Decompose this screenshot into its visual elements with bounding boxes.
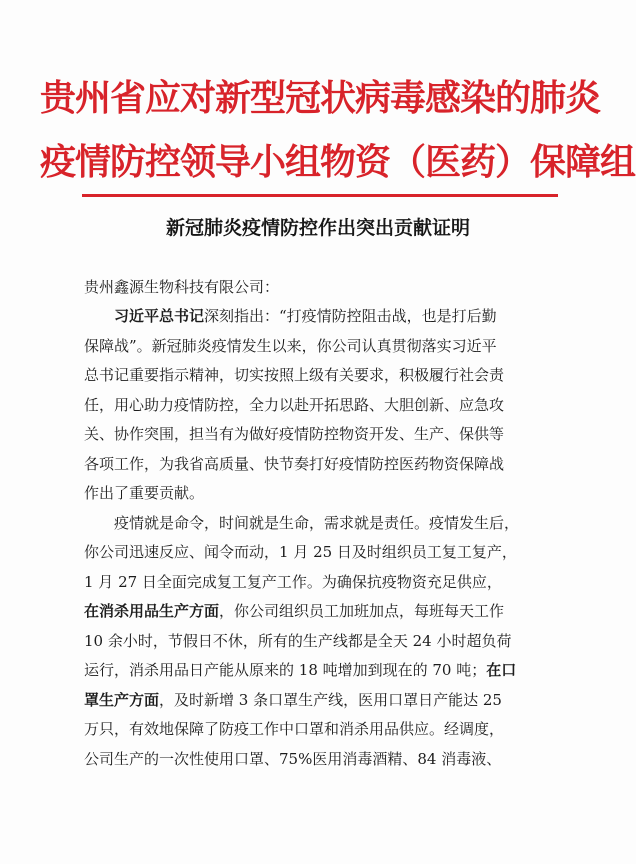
text-run: ，你公司组织员工加班加点，每班每天工作 <box>219 602 505 620</box>
header-divider <box>82 194 558 197</box>
bold-phrase: 在消杀用品生产方面 <box>84 602 220 620</box>
paragraph1-line <box>84 302 554 332</box>
bold-phrase: 罩生产方面 <box>84 690 160 709</box>
salutation: 贵州鑫源生物科技有限公司： <box>84 278 280 296</box>
bold-phrase: 习近平总书记 <box>114 307 205 325</box>
header-title-line2: 疫情防控领导小组物资（医药）保障组 <box>40 141 636 183</box>
paragraph2-line <box>84 656 554 686</box>
paragraph1-line: 总书记重要指示精神，切实按照上级有关要求，积极履行社会责 <box>84 366 505 384</box>
header-title-line1: 贵州省应对新型冠状病毒感染的肺炎 <box>40 77 601 119</box>
paragraph2-line: 疫情就是命令，时间就是生命，需求就是责任。疫情发生后， <box>114 513 520 532</box>
text-run: ，及时新增 3 条口罩生产线，医用口罩日产能达 25 <box>159 690 502 709</box>
paragraph2-line: 公司生产的一次性使用口罩、75%医用消毒酒精、84 消毒液、 <box>84 749 502 768</box>
bold-phrase: 在口 <box>486 661 517 679</box>
document-title: 新冠肺炎疫情防控作出突出贡献证明 <box>165 217 470 239</box>
paragraph2-line: 10 余小时，节假日不休，所有的生产线都是全天 24 小时超负荷 <box>84 631 512 650</box>
paragraph2-line: 1 月 27 日全面完成复工复产工作。为确保抗疫物资充足供应， <box>84 572 502 591</box>
paragraph2-line <box>84 597 554 627</box>
paragraph2-line: 万只，有效地保障了防疫工作中口罩和消杀用品供应。经调度， <box>84 720 505 738</box>
text-run: 深刻指出：“打疫情防控阻击战，也是打后勤 <box>204 307 497 325</box>
paragraph2-line <box>84 686 554 716</box>
document-body <box>84 302 554 774</box>
text-run: 运行，消杀用品日产能从原来的 18 吨增加到现在的 70 吨； <box>84 661 487 679</box>
paragraph1-line: 保障战”。新冠肺炎疫情发生以来，你公司认真贯彻落实习近平 <box>84 336 497 355</box>
paragraph2-line: 你公司迅速反应、闻令而动，1 月 25 日及时组织员工复工复产， <box>84 543 517 561</box>
paragraph1-line: 作出了重要贡献。 <box>84 484 205 502</box>
paragraph1-line: 关、协作突围，担当有为做好疫情防控物资开发、生产、保供等 <box>84 425 505 443</box>
paragraph1-line: 各项工作，为我省高质量、快节奏打好疫情防控医药物资保障战 <box>84 454 505 473</box>
paragraph1-line: 任，用心助力疫情防控，全力以赴开拓思路、大胆创新、应急攻 <box>84 395 505 414</box>
